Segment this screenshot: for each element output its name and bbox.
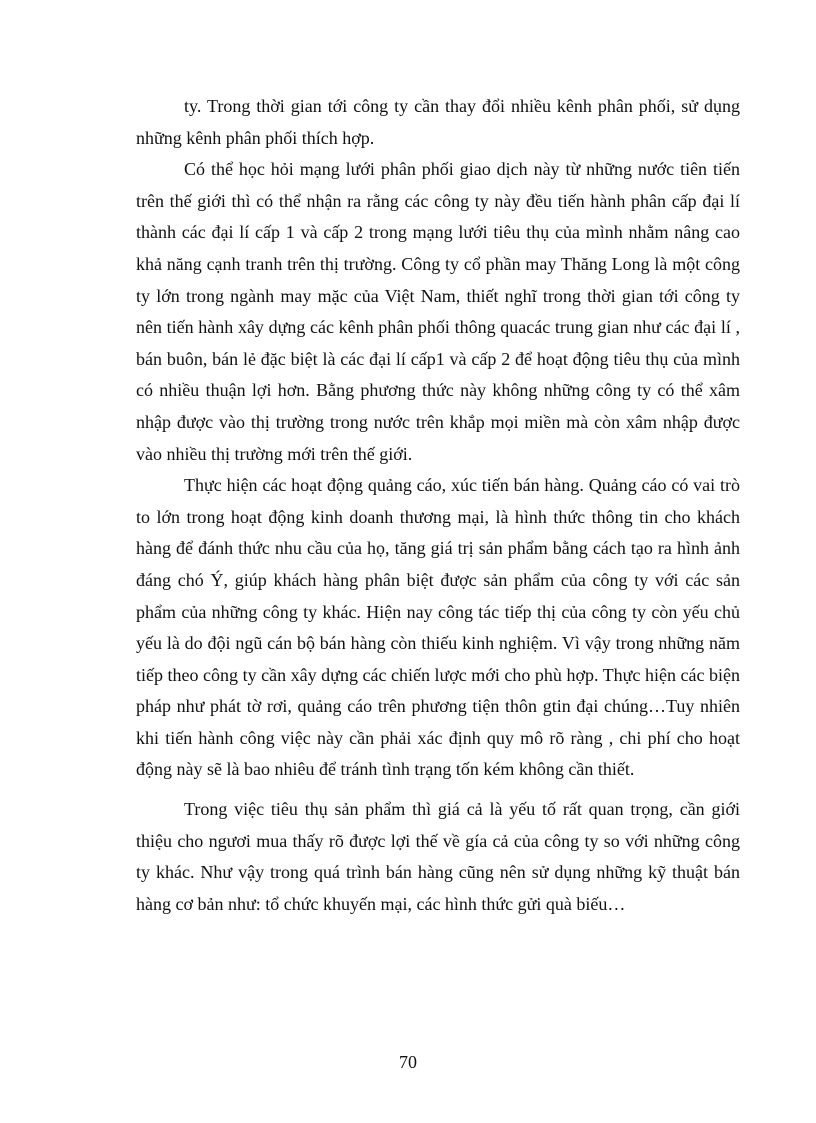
paragraph-1: ty. Trong thời gian tới công ty cần thay đổi nhiều kênh phân phối, sử dụng những kênh phân phối thích hợp. <box>136 96 740 148</box>
body-text <box>136 91 740 920</box>
paragraph-2: Có thể học hỏi mạng lưới phân phối giao dịch này từ những nước tiên tiến trên thế giới thì có thể nhận ra rằng các công ty này đều tiến hành phân cấp đại lí thành các đại lí cấp 1 và cấp 2 trong mạng lưới tiêu thụ của mình nhằm nâng cao khả năng cạnh tranh trên thị trường. Công ty cổ phần may Thăng Long là một công ty lớn trong ngành may mặc của Việt Nam, thiết nghĩ trong thời gian tới công ty nên tiến hành xây dựng các kênh phân phối thông quacác trung gian như các đại lí , bán buôn, bán lẻ đặc biệt là các đại lí cấp1 và cấp 2 để hoạt động tiêu thụ của mình có nhiều thuận lợi hơn. Bằng phương thức này không những công ty có thể xâm nhập được vào thị trường trong nước trên khắp mọi miền mà còn xâm nhập được vào nhiều thị trường mới trên thế giới. <box>136 159 740 464</box>
paragraph-3: Thực hiện các hoạt động quảng cáo, xúc tiến bán hàng. Quảng cáo có vai trò to lớn trong hoạt động kinh doanh thương mại, là hình thức thông tin cho khách hàng để đánh thức nhu cầu của họ, tăng giá trị sản phẩm bằng cách tạo ra hình ảnh đáng chó Ý, giúp khách hàng phân biệt được sản phẩm của công ty với các sản phẩm của những công ty khác. Hiện nay công tác tiếp thị của công ty còn yếu chủ yếu là do đội ngũ cán bộ bán hàng còn thiếu kinh nghiệm. Vì vậy trong những năm tiếp theo công ty cần xây dựng các chiến lược mới cho phù hợp. Thực hiện các biện pháp như phát tờ rơi, quảng cáo trên phương tiện thôn gtin đại chúng…Tuy nhiên khi tiến hành công việc này cần phải xác định quy mô rõ ràng , chi phí cho hoạt động này sẽ là bao nhiêu để tránh tình trạng tốn kém không cần thiết. <box>136 475 740 780</box>
page-number: 70 <box>399 1052 417 1072</box>
paragraph-4: Trong việc tiêu thụ sản phẩm thì giá cả là yếu tố rất quan trọng, cần giới thiệu cho ngươi mua thấy rõ được lợi thế về gía cả của công ty so với những công ty khác. Như vậy trong quá trình bán hàng cũng nên sử dụng những kỹ thuật bán hàng cơ bản như: tổ chức khuyến mại, các hình thức gửi quà biếu… <box>136 799 740 914</box>
